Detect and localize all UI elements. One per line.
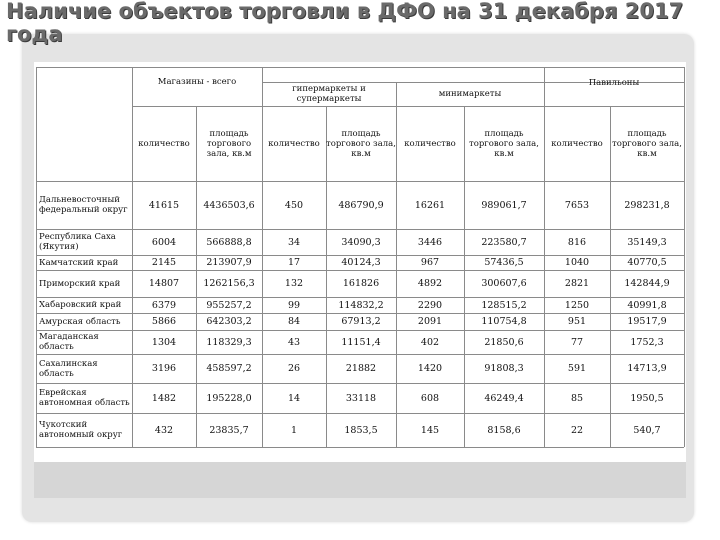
table-cell-value: 4892	[417, 278, 443, 289]
table-cell-value: 84	[287, 316, 301, 327]
row-region-name: Камчатский край	[39, 257, 119, 268]
table-cell-value: 132	[284, 278, 304, 289]
row-region-name: Магаданская область	[39, 332, 99, 352]
table-cell-value: 195228,0	[206, 392, 252, 404]
table-cell-value: 642303,2	[206, 316, 252, 327]
slide-title: Наличие объектов торговли в ДФО на 31 декабря 2017 года	[6, 0, 684, 46]
table-cell-value: 128515,2	[481, 299, 527, 311]
table-cell-value: 5866	[151, 316, 177, 327]
table-cell-value: 1304	[151, 336, 177, 348]
table-cell-value: 1040	[564, 257, 590, 268]
row-region-name: Приморский край	[39, 278, 121, 289]
table-cell-value: 566888,8	[206, 236, 252, 248]
table-cell-value: 486790,9	[338, 199, 384, 211]
row-region-name: Хабаровский край	[39, 300, 122, 310]
table-cell-value: 34	[287, 236, 301, 248]
table-cell-value: 3446	[417, 236, 443, 248]
table-cell-value: 540,7	[633, 424, 661, 436]
row-region-name: Чукотский автономный округ	[39, 420, 123, 440]
table-cell-value: 142844,9	[624, 278, 670, 289]
table-cell-value: 46249,4	[484, 392, 524, 404]
table-cell-value: 2145	[151, 257, 177, 268]
table-cell-value: 1853,5	[344, 424, 378, 436]
table-cell-value: 14807	[148, 278, 180, 289]
table-cell-value: 2290	[417, 299, 443, 311]
row-region-name: Еврейская автономная область	[39, 388, 130, 408]
table-cell-value: 6379	[151, 299, 177, 311]
row-region-name: Дальневосточный федеральный округ	[39, 195, 128, 215]
table-cell-value: 402	[420, 336, 440, 348]
table-cell-value: 114832,2	[338, 299, 384, 311]
table-cell-value: 816	[567, 236, 587, 248]
table-cell-value: 19517,9	[627, 316, 667, 327]
table-cell-value: 1950,5	[630, 392, 664, 404]
table-cell-value: 3196	[151, 363, 177, 374]
table-cell-value: 23835,7	[209, 424, 249, 436]
sheet-bottom-band	[34, 462, 686, 498]
group-header-pavilions: Павильоны	[588, 77, 640, 88]
table-cell-value: 458597,2	[206, 363, 252, 374]
subheader-count: количество	[138, 138, 190, 149]
table-cell-value: 22	[570, 424, 584, 436]
table-cell-value: 33118	[345, 392, 377, 404]
subheader-count: количество	[551, 138, 603, 149]
table-cell-value: 40124,3	[341, 257, 381, 268]
row-region-name: Сахалинская область	[39, 358, 98, 379]
row-region-name: Республика Саха (Якутия)	[39, 232, 116, 252]
table-cell-value: 91808,3	[484, 363, 524, 374]
subheader-count: количество	[268, 138, 320, 149]
group-header-hypermarkets: гипермаркеты и супермаркеты	[292, 84, 366, 104]
subheader-area: площадь торгового зала, кв.м	[469, 128, 539, 159]
table-cell-value: 16261	[414, 199, 446, 211]
table-cell-value: 77	[570, 336, 584, 348]
row-region-name: Амурская область	[39, 316, 121, 327]
table-cell-value: 298231,8	[624, 199, 670, 211]
table-cell-value: 99	[287, 299, 301, 311]
subheader-area: площадь торгового зала, кв.м	[206, 128, 252, 159]
table-cell-value: 11151,4	[341, 336, 381, 348]
table-cell-value: 85	[570, 392, 584, 404]
group-header-shops-total: Магазины - всего	[157, 76, 237, 87]
table-cell-value: 17	[287, 257, 301, 268]
table-cell-value: 591	[567, 363, 587, 374]
table-cell-value: 7653	[564, 199, 590, 211]
table-cell-value: 1482	[151, 392, 177, 404]
table-cell-value: 57436,5	[484, 257, 524, 268]
table-cell-value: 145	[420, 424, 440, 436]
table-cell-value: 21882	[345, 363, 377, 374]
subheader-count: количество	[404, 138, 456, 149]
table-cell-value: 4436503,6	[203, 199, 255, 211]
table-cell-value: 432	[154, 424, 174, 436]
table-cell-value: 955257,2	[206, 299, 252, 311]
subheader-area: площадь торгового зала, кв.м	[326, 128, 396, 159]
table-cell-value: 2821	[564, 278, 590, 289]
table-cell-value: 2091	[417, 316, 443, 327]
table-cell-value: 35149,3	[627, 236, 667, 248]
table-sheet	[34, 62, 686, 462]
table-cell-value: 989061,7	[481, 199, 527, 211]
table-rule-horizontal	[36, 447, 684, 448]
table-cell-value: 34090,3	[341, 236, 381, 248]
table-cell-value: 21850,6	[484, 336, 524, 348]
table-cell-value: 6004	[151, 236, 177, 248]
table-cell-value: 8158,6	[487, 424, 521, 436]
table-rule-vertical	[684, 67, 685, 447]
table-cell-value: 213907,9	[206, 257, 252, 268]
table-cell-value: 300607,6	[481, 278, 527, 289]
table-cell-value: 14713,9	[627, 363, 667, 374]
table-cell-value: 110754,8	[481, 316, 527, 327]
table-cell-value: 951	[567, 316, 587, 327]
table-cell-value: 14	[287, 392, 301, 404]
table-cell-value: 1	[290, 424, 298, 436]
table-cell-value: 41615	[148, 199, 180, 211]
subheader-area: площадь торгового зала, кв.м	[612, 128, 682, 159]
table-cell-value: 67913,2	[341, 316, 381, 327]
table-cell-value: 43	[287, 336, 301, 348]
table-cell-value: 608	[420, 392, 440, 404]
table-cell-value: 161826	[342, 278, 380, 289]
table-cell-value: 450	[284, 199, 304, 211]
table-cell-value: 1752,3	[630, 336, 664, 348]
table-cell-value: 1250	[564, 299, 590, 311]
table-cell-value: 40991,8	[627, 299, 667, 311]
table-cell-value: 118329,3	[206, 336, 252, 348]
table-cell-value: 223580,7	[481, 236, 527, 248]
table-cell-value: 26	[287, 363, 301, 374]
table-cell-value: 40770,5	[627, 257, 667, 268]
table-cell-value: 967	[420, 257, 440, 268]
table-cell-value: 1420	[417, 363, 443, 374]
table-cell-value: 1262156,3	[203, 278, 255, 289]
group-header-minimarkets: минимаркеты	[438, 89, 502, 99]
